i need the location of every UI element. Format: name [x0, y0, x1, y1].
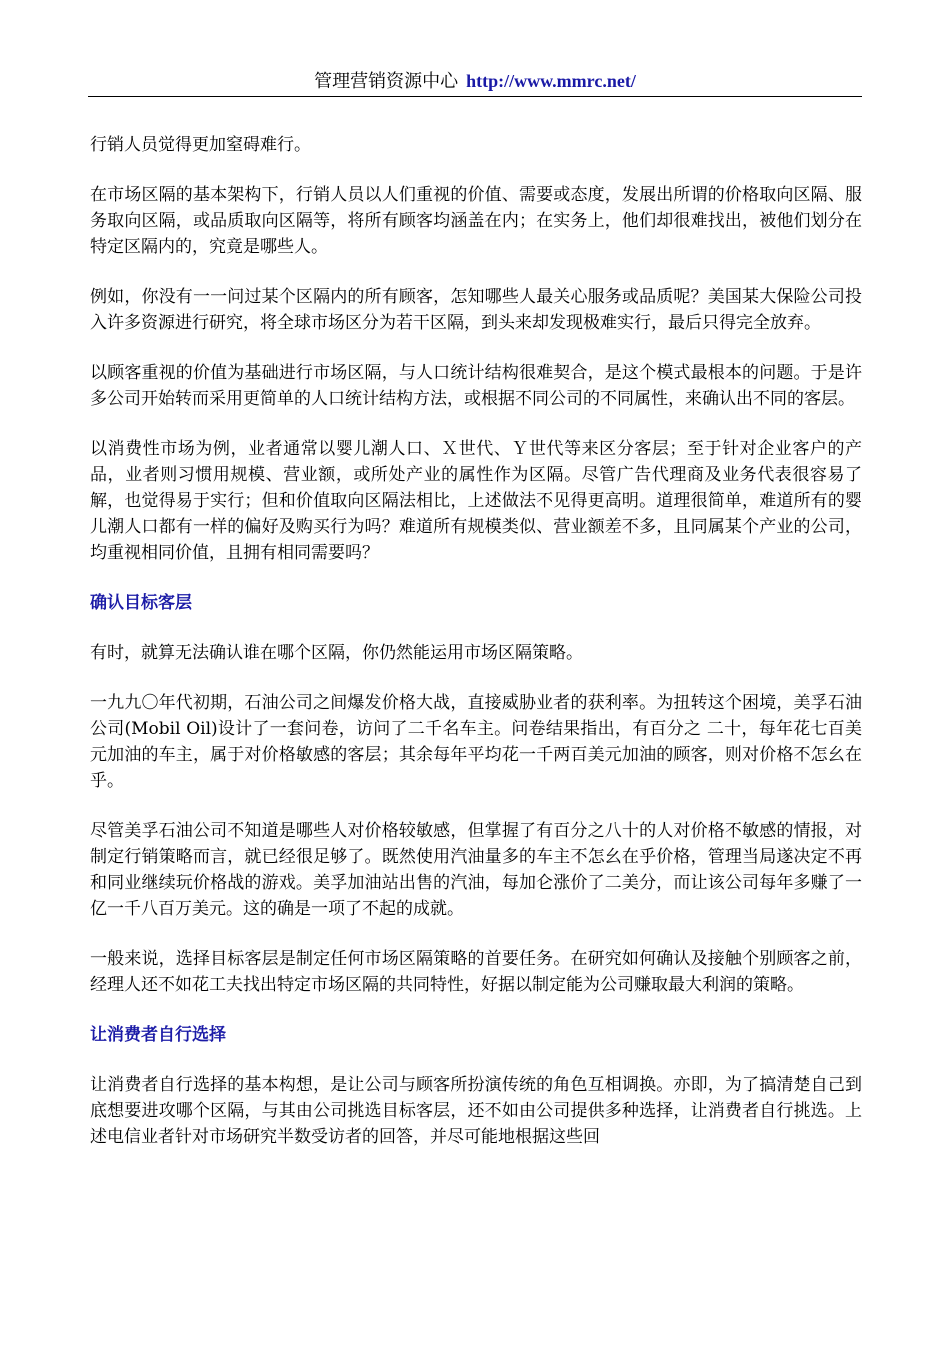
- paragraph: 以消费性市场为例，业者通常以婴儿潮人口、Ｘ世代、Ｙ世代等来区分客层；至于针对企业客户的产品，业者则习惯用规模、营业额，或所处产业的属性作为区隔。尽管广告代理商及业务代表很容易了解，也觉得易于实行；但和价值取向区隔法相比，上述做法不见得更高明。道理很简单，难道所有的婴儿潮人口都有一样的偏好及购买行为吗？难道所有规模类似、营业额差不多，且同属某个产业的公司，均重视相同价值，且拥有相同需要吗？: [90, 439, 862, 563]
- paragraph: 一般来说，选择目标客层是制定任何市场区隔策略的首要任务。在研究如何确认及接触个别顾客之前，经理人还不如花工夫找出特定市场区隔的共同特性，好据以制定能为公司赚取最大利润的策略。: [90, 949, 862, 995]
- section-heading: 让消费者自行选择: [90, 1025, 226, 1045]
- paragraph: 尽管美孚石油公司不知道是哪些人对价格较敏感，但掌握了有百分之八十的人对价格不敏感的情报，对制定行销策略而言，就已经很足够了。既然使用汽油量多的车主不怎幺在乎价格，管理当局遂决定不再和同业继续玩价格战的游戏。美孚加油站出售的汽油，每加仑涨价了二美分，而让该公司每年多赚了一亿一千八百万美元。这的确是一项了不起的成就。: [90, 821, 862, 919]
- site-url-link[interactable]: http://www.mmrc.net/: [466, 71, 636, 91]
- page-header: [88, 68, 862, 96]
- paragraph: 让消费者自行选择的基本构想，是让公司与顾客所扮演传统的角色互相调换。亦即，为了搞清楚自己到底想要进攻哪个区隔，与其由公司挑选目标客层，还不如由公司提供多种选择，让消费者自行挑选。上述电信业者针对市场研究半数受访者的回答，并尽可能地根据这些回: [90, 1075, 862, 1147]
- paragraph: 在市场区隔的基本架构下，行销人员以人们重视的价值、需要或态度，发展出所谓的价格取向区隔、服务取向区隔，或品质取向区隔等，将所有顾客均涵盖在内；在实务上，他们却很难找出，被他们划分在特定区隔内的，究竟是哪些人。: [90, 185, 862, 257]
- paragraph: 有时，就算无法确认谁在哪个区隔，你仍然能运用市场区隔策略。: [90, 643, 583, 663]
- paragraph: 行销人员觉得更加窒碍难行。: [90, 135, 311, 155]
- paragraph: 例如，你没有一一问过某个区隔内的所有顾客，怎知哪些人最关心服务或品质呢？美国某大保险公司投入许多资源进行研究，将全球市场区分为若干区隔，到头来却发现极难实行，最后只得完全放弃。: [90, 287, 862, 333]
- paragraph: 以顾客重视的价值为基础进行市场区隔，与人口统计结构很难契合，是这个模式最根本的问题。于是许多公司开始转而采用更简单的人口统计结构方法，或根据不同公司的不同属性，来确认出不同的客层。: [90, 363, 862, 409]
- document-body: [90, 132, 862, 1174]
- site-name: 管理营销资源中心: [314, 71, 459, 92]
- paragraph: 一九九〇年代初期，石油公司之间爆发价格大战，直接威胁业者的获利率。为扭转这个困境，美孚石油公司(Mobil Oil)设计了一套问卷，访问了二千名车主。问卷结果指出，有百分之 二十，每年花七百美元加油的车主，属于对价格敏感的客层；其余每年平均花一千两百美元加油的顾客，则对价格不怎幺在乎。: [90, 693, 862, 791]
- header-divider: [88, 96, 862, 97]
- section-heading: 确认目标客层: [90, 593, 192, 613]
